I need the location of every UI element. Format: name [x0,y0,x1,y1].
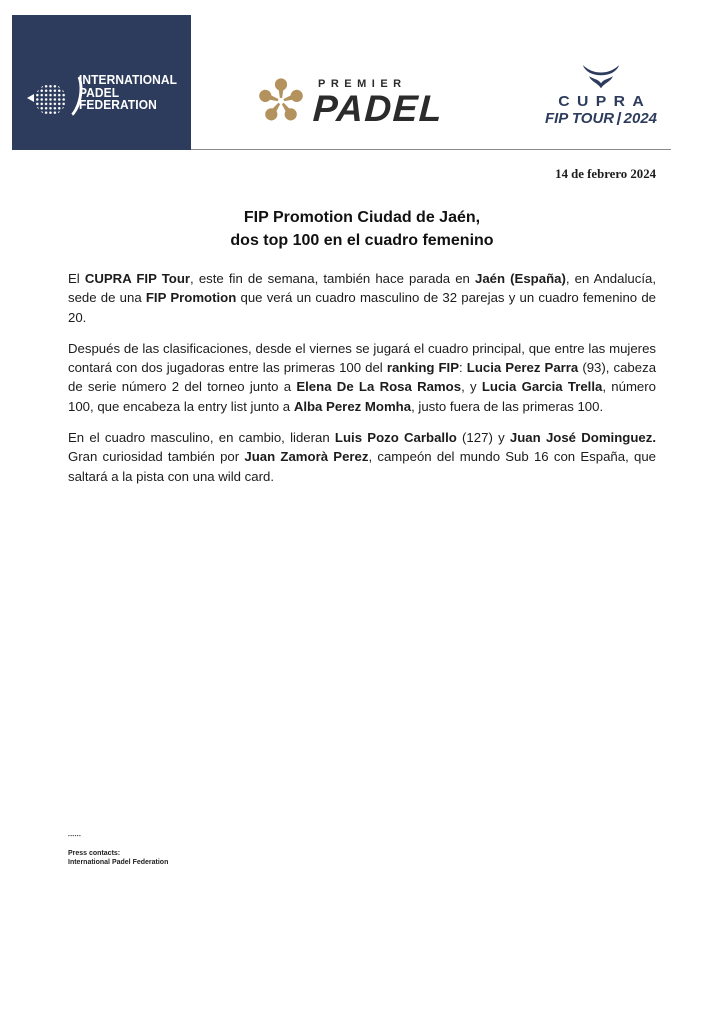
page-title [0,206,724,252]
document-date: 14 de febrero 2024 [555,167,656,181]
title-line-2: dos top 100 en el cuadro femenino [230,232,494,249]
cupra-subtitle-left: FIP TOUR [544,110,615,127]
premier-flower-icon [257,76,305,126]
press-contacts-block [68,850,168,867]
illegible-micro-text: ▪▪▪▪▪▪ [68,833,82,838]
cupra-wordmark: CUPRA [558,93,652,110]
ipf-logo [12,15,191,150]
ipf-logo-line: PADEL [79,85,120,100]
cupra-subtitle-year: 2024 [623,110,658,127]
press-contacts-label: Press contacts: [68,850,121,857]
title-line-1: FIP Promotion Ciudad de Jaén, [243,209,481,226]
paragraph-1: El CUPRA FIP Tour, este fin de semana, también hace parada en Jaén (España), en Andalucía, sede de una FIP Promotion que verá un cuadro masculino de 32 parejas y un cuadro femenino de 20. [68,271,657,325]
cupra-bull-icon [580,64,622,90]
cupra-subtitle [540,109,662,128]
ipf-wedge-shape [27,94,34,102]
header-divider-rule [191,149,671,150]
ipf-logo-line: FEDERATION [79,98,157,112]
cupra-fip-tour-logo [540,60,662,135]
paragraph-2: Después de las clasificaciones, desde el viernes se jugará el cuadro principal, que entre las mujeres contará con dos jugadoras entre las primeras 100 del ranking FIP: Lucia Perez Parra (93), cabeza de serie número 2 del torneo junto a Elena De La Rosa Ramos, y Lucia Garcia Trella, número 100, que encabeza la entry list junto a Alba Perez Momha, justo fuera de las primeras 100. [68,340,657,414]
ipf-logo-line: INTERNATIONAL [79,73,178,87]
ipf-logo-text [79,74,177,112]
premier-padel-logo [255,74,465,134]
padel-wordmark: PADEL [311,88,445,129]
paragraph-3: En el cuadro masculino, en cambio, lideran Luis Pozo Carballo (127) y Juan José Dominguez. Gran curiosidad también por Juan Zamorà Perez, campeón del mundo Sub 16 con España, que saltará a la pista con una wild card. [68,430,657,484]
body-text [68,269,656,498]
cupra-subtitle-divider [617,112,621,125]
premier-wordmark-top: PREMIER [318,78,407,90]
press-contacts-org: International Padel Federation [68,858,169,866]
